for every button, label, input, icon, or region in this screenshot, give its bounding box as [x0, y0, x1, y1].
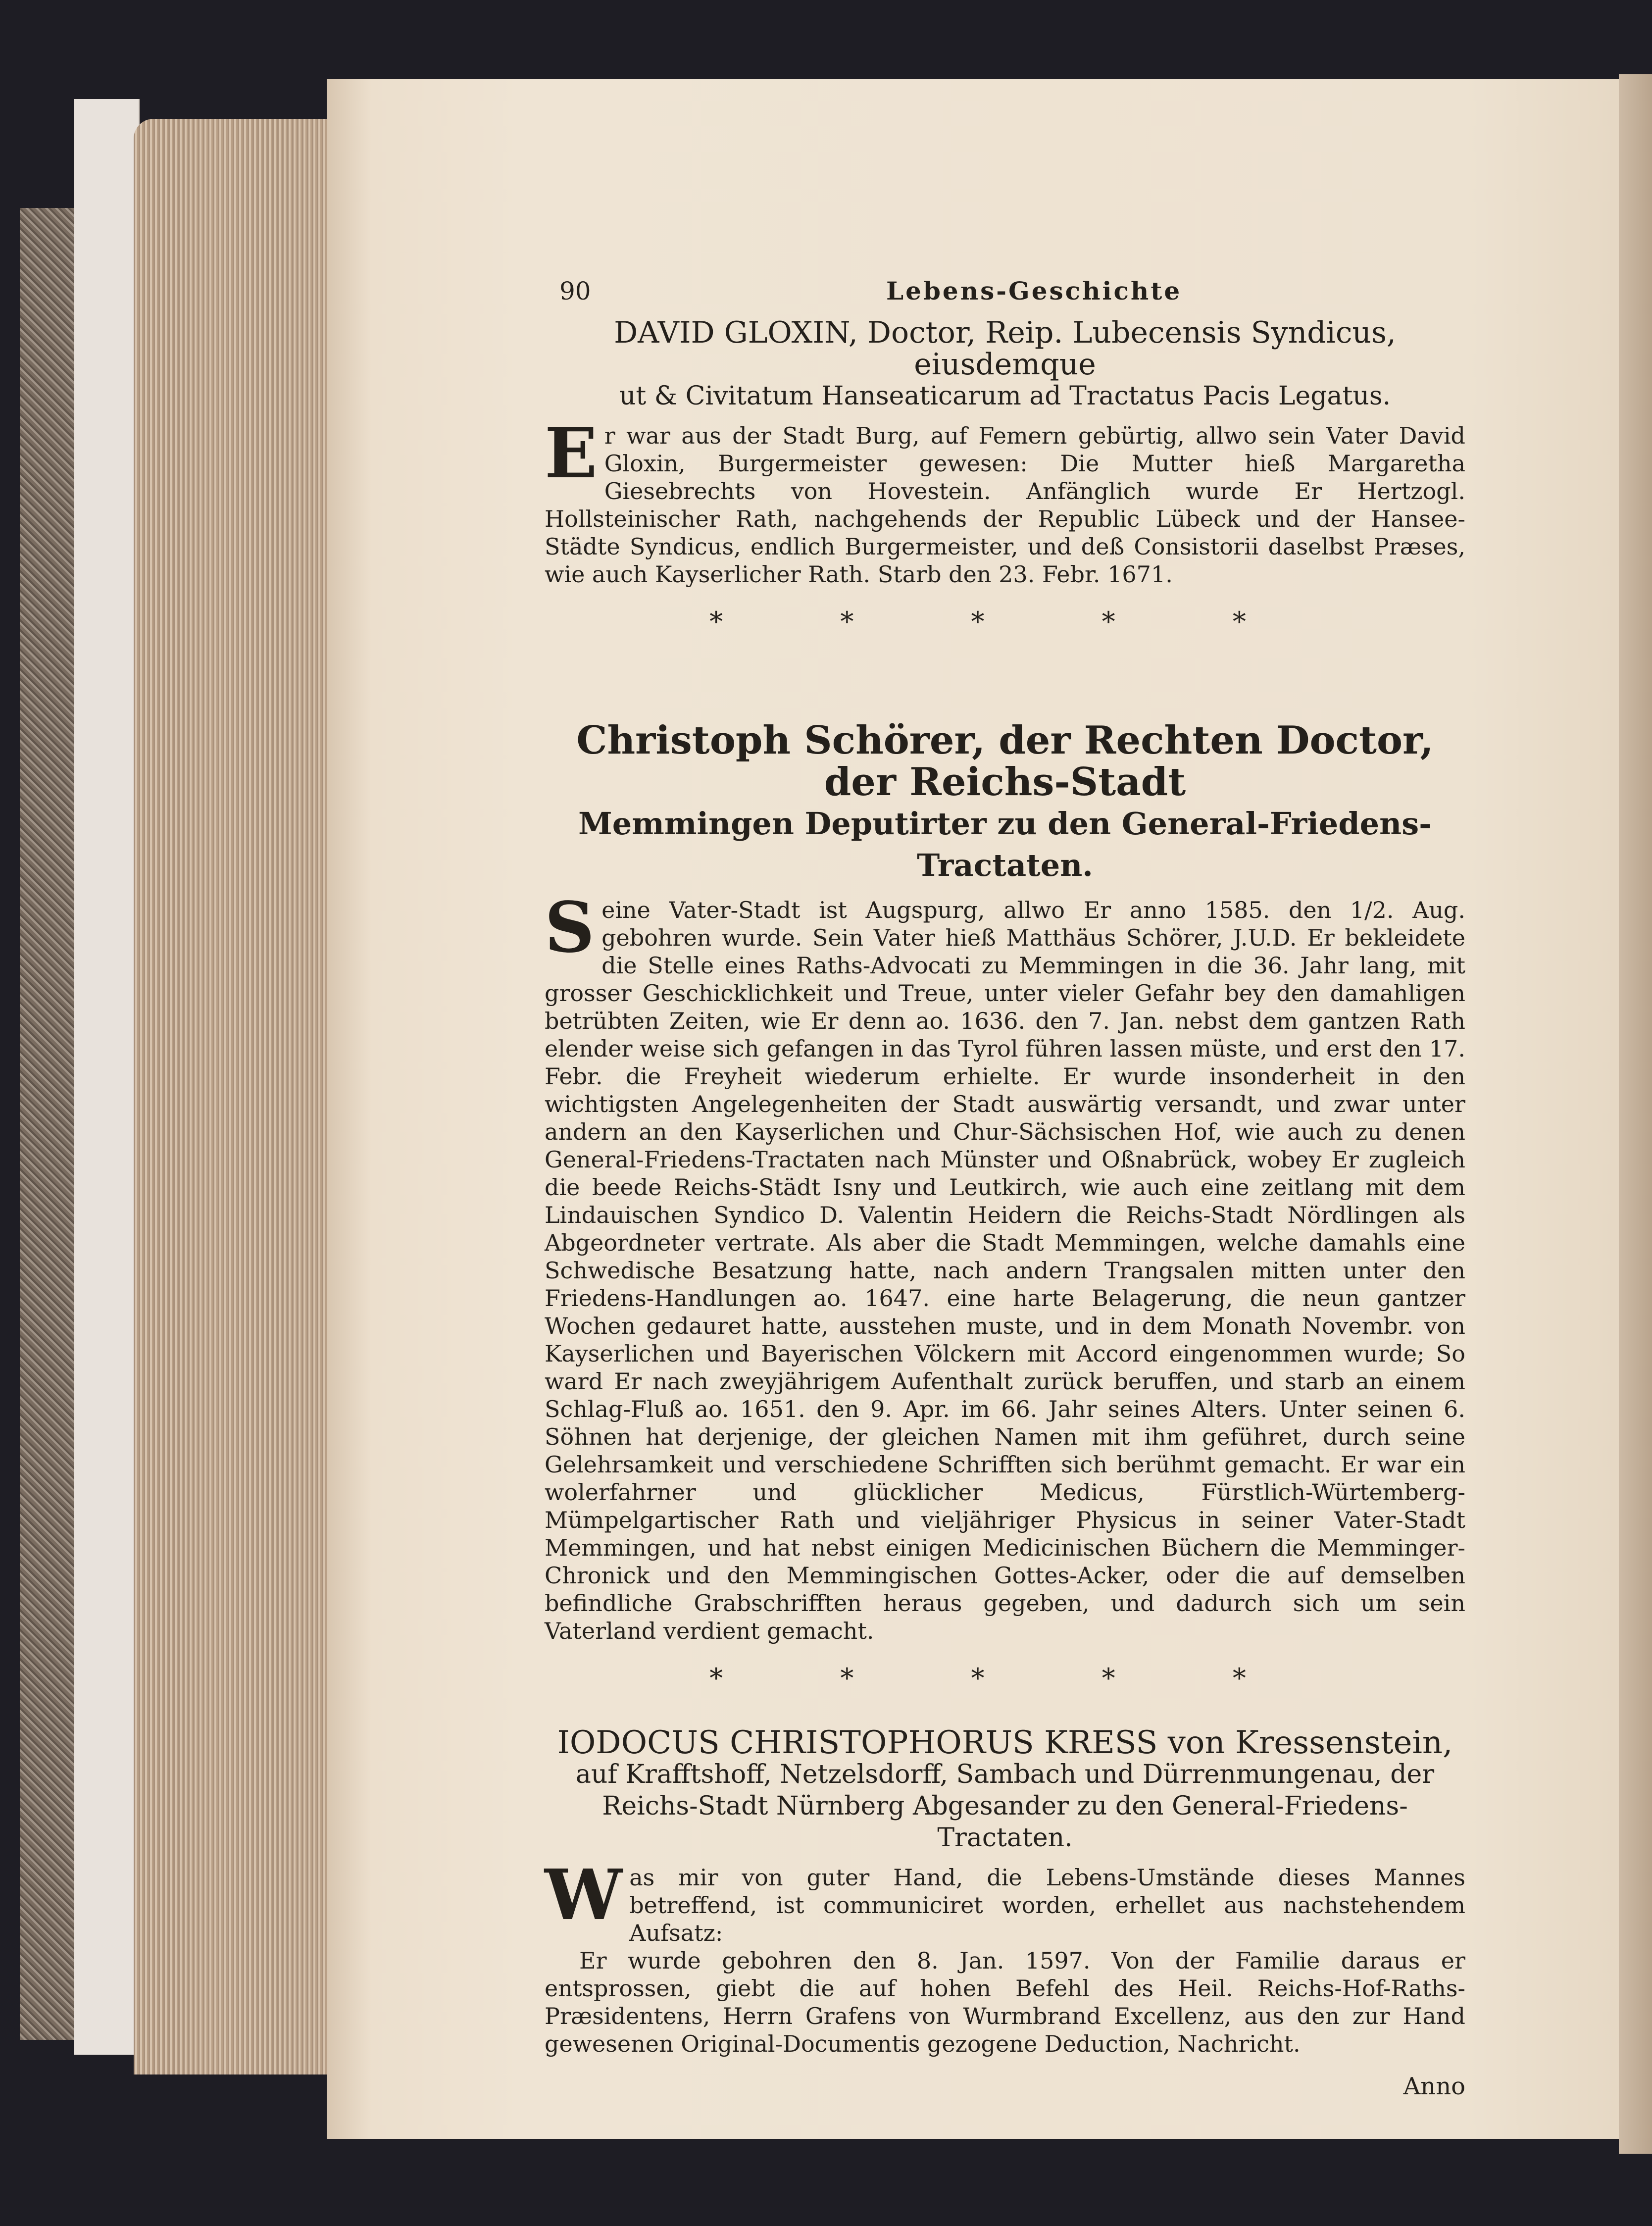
entry-body: as mir von guter Hand, die Lebens-Umstände dieses Mannes betreffend, ist communiciret worden, erhellet aus nachstehendem Aufsatz: [629, 1864, 1465, 1946]
entry-text-schoerer [545, 887, 1465, 1645]
heading-line: Memmingen Deputirter zu den General-Friedens-Tractaten. [578, 806, 1432, 883]
book-board [74, 99, 140, 2055]
page-edges [134, 119, 342, 2074]
heading-line: Christoph Schörer, der Rechten Doctor, der Reichs-Stadt [576, 718, 1434, 805]
page-text [545, 277, 1465, 2100]
entry-text-gloxin [545, 413, 1465, 588]
catchword: Anno [1403, 2073, 1465, 2100]
heading-line: IODOCUS CHRISTOPHORUS KRESS von Kressenstein, [557, 1724, 1453, 1761]
entry-heading-kress [545, 1724, 1465, 1854]
facing-page-edge [1619, 74, 1652, 2154]
drop-cap: S [545, 887, 595, 968]
separator: * * * * * [709, 606, 1301, 637]
entry-heading-gloxin [545, 317, 1465, 412]
drop-cap: W [545, 1855, 623, 1936]
drop-cap: E [545, 413, 598, 494]
entry-heading-schoerer [545, 720, 1465, 886]
separator: * * * * * [709, 1663, 1301, 1694]
heading-line: DAVID GLOXIN, Doctor, Reip. Lubecensis Syndicus, eiusdemque [614, 315, 1396, 382]
running-head [545, 277, 1465, 312]
page-number: 90 [559, 277, 591, 305]
entry-text-kress-2: Er wurde gebohren den 8. Jan. 1597. Von der Familie daraus er entsprossen, giebt die auf hohen Befehl des Heil. Reichs-Hof-Raths-Præsidentens, Herrn Grafens von Wurmbrand Excellenz, aus den zur Hand gewesenen Original-Documentis gezogene Deduction, Nachricht. [545, 1947, 1465, 2057]
entry-text-kress [545, 1855, 1465, 1947]
heading-line: auf Krafftshoff, Netzelsdorff, Sambach und Dürrenmungenau, der Reichs-Stadt Nürnberg Abgesander zu den General-Friedens-Tractaten. [575, 1760, 1435, 1853]
running-title: Lebens-Geschichte [886, 276, 1182, 305]
entry-body: r war aus der Stadt Burg, auf Femern gebürtig, allwo sein Vater David Gloxin, Burgermeister gewesen: Die Mutter hieß Margaretha Giesebrechts von Hovestein. Anfänglich wurde Er Hertzogl. Hollsteinischer Rath, nachgehends der Republic Lübeck und der Hansee-Städte Syndicus, endlich Burgermeister, und deß Consistorii daselbst Præses, wie auch Kayserlicher Rath. Starb den 23. Febr. 1671. [545, 422, 1465, 588]
heading-line: ut & Civitatum Hanseaticarum ad Tractatus Pacis Legatus. [619, 381, 1391, 411]
entry-body: eine Vater-Stadt ist Augspurg, allwo Er anno 1585. den 1/2. Aug. gebohren wurde. Sein Vater hieß Matthäus Schörer, J.U.D. Er bekleidete die Stelle eines Raths-Advocati zu Memmingen in die 36. Jahr lang, mit grosser Geschicklichkeit und Treue, unter vieler Gefahr bey den damahligen betrübten Zeiten, wie Er denn ao. 1636. den 7. Jan. nebst dem gantzen Rath elender weise sich gefangen in das Tyrol führen lassen müste, und erst den 17. Febr. die Freyheit wiederum erhielte. Er wurde insonderheit in den wichtigsten Angelegenheiten der Stadt auswärtig versandt, und zwar unter andern an den Kayserlichen und Chur-Sächsischen Hof, wie auch zu denen General-Friedens-Tractaten nach Münster und Oßnabrück, wobey Er zugleich die beede Reichs-Städt Isny und Leutkirch, wie auch eine zeitlang mit dem Lindauischen Syndico D. Valentin Heidern die Reichs-Stadt Nördlingen als Abgeordneter vertrate. Als aber die Stadt Memmingen, welche damahls eine Schwedische Besatzung hatte, nach andern Trangsalen mitten unter den Friedens-Handlungen ao. 1647. eine harte Belagerung, die neun gantzer Wochen gedauret hatte, ausstehen muste, und in dem Monath Novembr. von Kayserlichen und Bayerischen Völckern mit Accord eingenommen wurde; So ward Er nach zweyjährigem Aufenthalt zurück beruffen, und starb an einem Schlag-Fluß ao. 1651. den 9. Apr. im 66. Jahr seines Alters. Unter seinen 6. Söhnen hat derjenige, der gleichen Namen mit ihm geführet, durch seine Gelehrsamkeit und verschiedene Schrifften sich berühmt gemacht. Er war ein wolerfahrner und glücklicher Medicus, Fürstlich-Würtemberg-Mümpelgartischer Rath und vieljähriger Physicus in seiner Vater-Stadt Memmingen, und hat nebst einigen Medicinischen Büchern die Memminger-Chronick und den Memmingischen Gottes-Acker, oder die auf demselben befindliche Grabschrifften heraus gegeben, und dadurch sich um sein Vaterland verdient gemacht. [545, 897, 1465, 1644]
